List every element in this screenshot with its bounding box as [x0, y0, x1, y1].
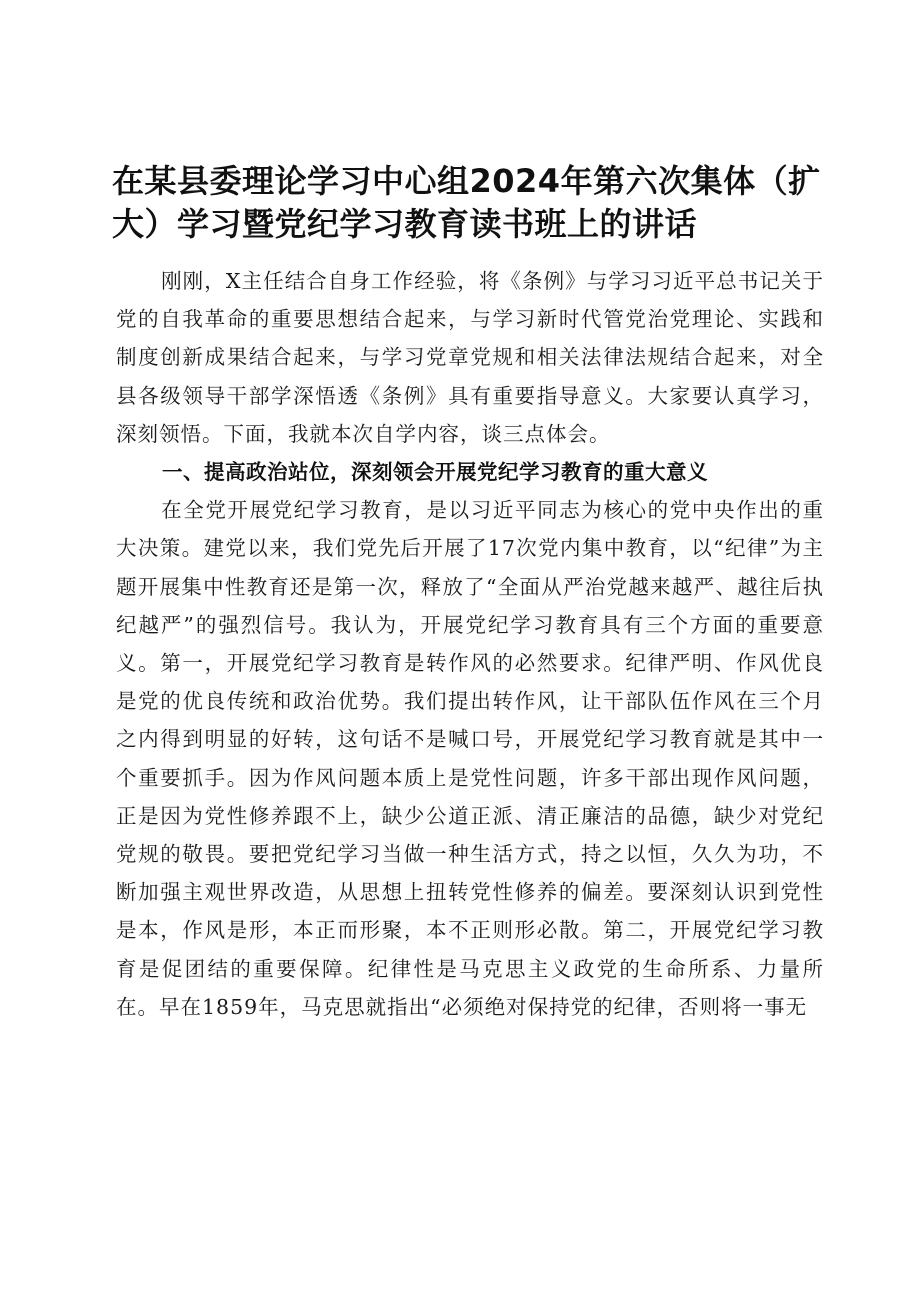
document-title: 在某县委理论学习中心组2024年第六次集体（扩大）学习暨党纪学习教育读书班上的讲话: [112, 162, 821, 243]
intro-paragraph: 刚刚，X主任结合自身工作经验，将《条例》与学习习近平总书记关于党的自我革命的重要思想结合起来，与学习新时代管党治党理论、实践和制度创新成果结合起来，与学习党章党规和相关法律法规结合起来，对全县各级领导干部学深悟透《条例》具有重要指导意义。大家要认真学习，深刻领悟。下面，我就本次自学内容，谈三点体会。: [116, 269, 824, 446]
document-body: [116, 262, 824, 1026]
section-1-paragraph: 在全党开展党纪学习教育，是以习近平同志为核心的党中央作出的重大决策。建党以来，我们党先后开展了17次党内集中教育，以“纪律”为主题开展集中性教育还是第一次，释放了“全面从严治党越来越严、越往后执纪越严”的强烈信号。我认为，开展党纪学习教育具有三个方面的重要意义。第一，开展党纪学习教育是转作风的必然要求。纪律严明、作风优良是党的优良传统和政治优势。我们提出转作风，让干部队伍作风在三个月之内得到明显的好转，这句话不是喊口号，开展党纪学习教育就是其中一个重要抓手。因为作风问题本质上是党性问题，许多干部出现作风问题，正是因为党性修养跟不上，缺少公道正派、清正廉洁的品德，缺少对党纪党规的敬畏。要把党纪学习当做一种生活方式，持之以恒，久久为功，不断加强主观世界改造，从思想上扭转党性修养的偏差。要深刻认识到党性是本，作风是形，本正而形聚，本不正则形必散。第二，开展党纪学习教育是促团结的重要保障。纪律性是马克思主义政党的生命所系、力量所在。早在1859年，马克思就指出“必须绝对保持党的纪律，否则将一事无: [116, 498, 824, 1019]
section-heading-1: 一、提高政治站位，深刻领会开展党纪学习教育的重大意义: [162, 460, 708, 485]
